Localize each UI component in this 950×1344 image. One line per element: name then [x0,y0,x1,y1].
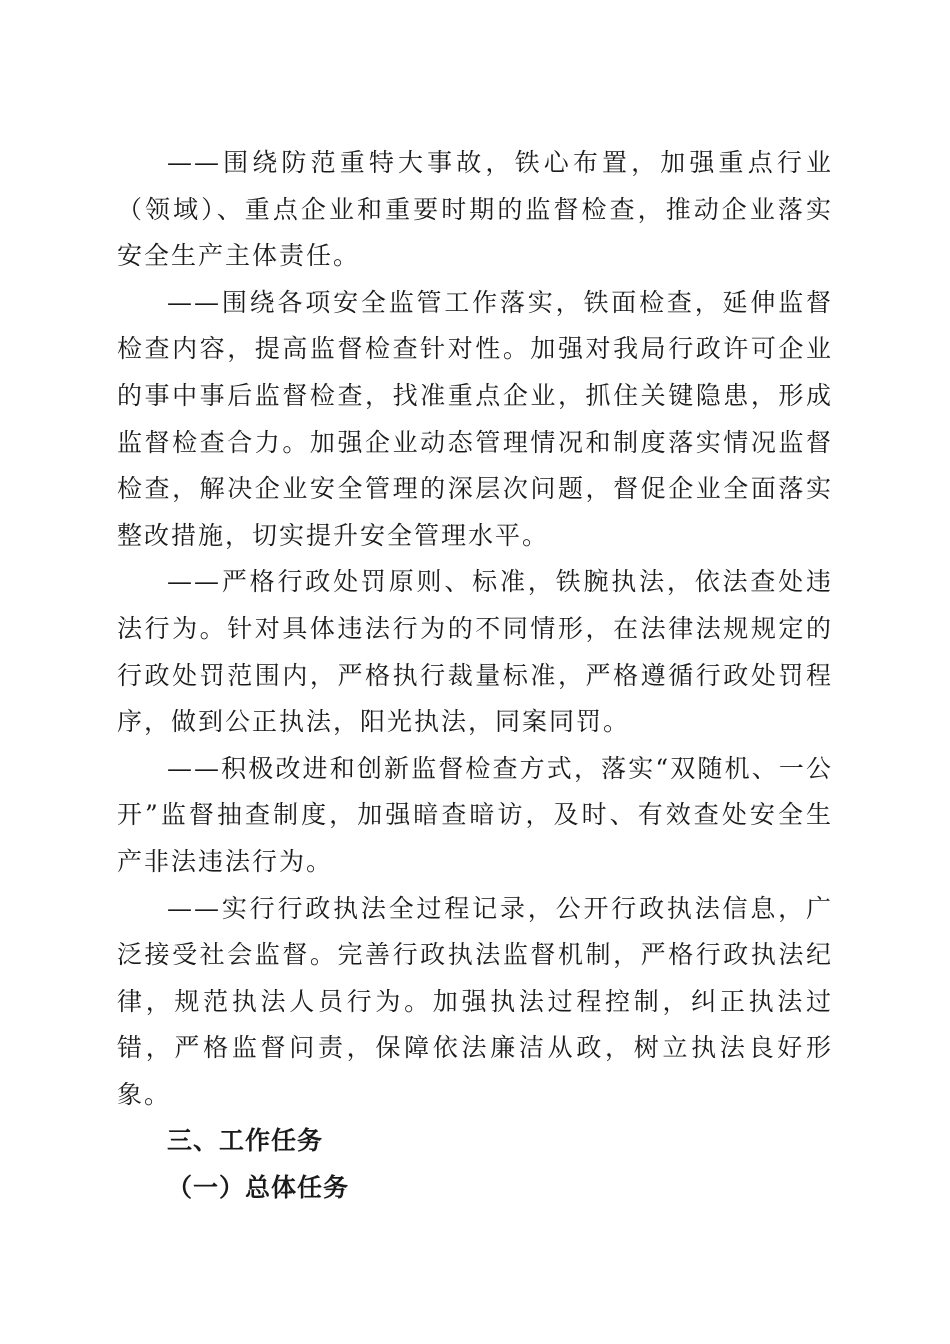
paragraph-law-enforcement-record: ——实行行政执法全过程记录，公开行政执法信息，广泛接受社会监督。完善行政执法监督机制，严格行政执法纪律，规范执法人员行为。加强执法过程控制，纠正执法过错，严格监督问责，保障依法廉洁从政，树立执法良好形象。 [117,893,833,1109]
paragraph-inspection-method: ——积极改进和创新监督检查方式，落实“双随机、一公开”监督抽查制度，加强暗查暗访，及时、有效查处安全生产非法违法行为。 [117,753,833,876]
paragraph-administrative-penalty: ——严格行政处罚原则、标准，铁腕执法，依法查处违法行为。针对具体违法行为的不同情形，在法律法规规定的行政处罚范围内，严格执行裁量标准，严格遵循行政处罚程序，做到公正执法，阳光执法，同案同罚。 [117,567,833,737]
subsection-heading: （一）总体任务 [167,1173,350,1203]
paragraph-major-accident-prevention: ——围绕防范重特大事故，铁心布置，加强重点行业（领域）、重点企业和重要时期的监督检查，推动企业落实安全生产主体责任。 [117,148,833,271]
paragraph-supervision-inspection: ——围绕各项安全监管工作落实，铁面检查，延伸监督检查内容，提高监督检查针对性。加强对我局行政许可企业的事中事后监督检查，找准重点企业，抓住关键隐患，形成监督检查合力。加强企业动态管理情况和制度落实情况监督检查，解决企业安全管理的深层次问题，督促企业全面落实整改措施，切实提升安全管理水平。 [117,287,833,550]
section-heading: 三、工作任务 [167,1126,324,1156]
document-body [117,140,833,1212]
